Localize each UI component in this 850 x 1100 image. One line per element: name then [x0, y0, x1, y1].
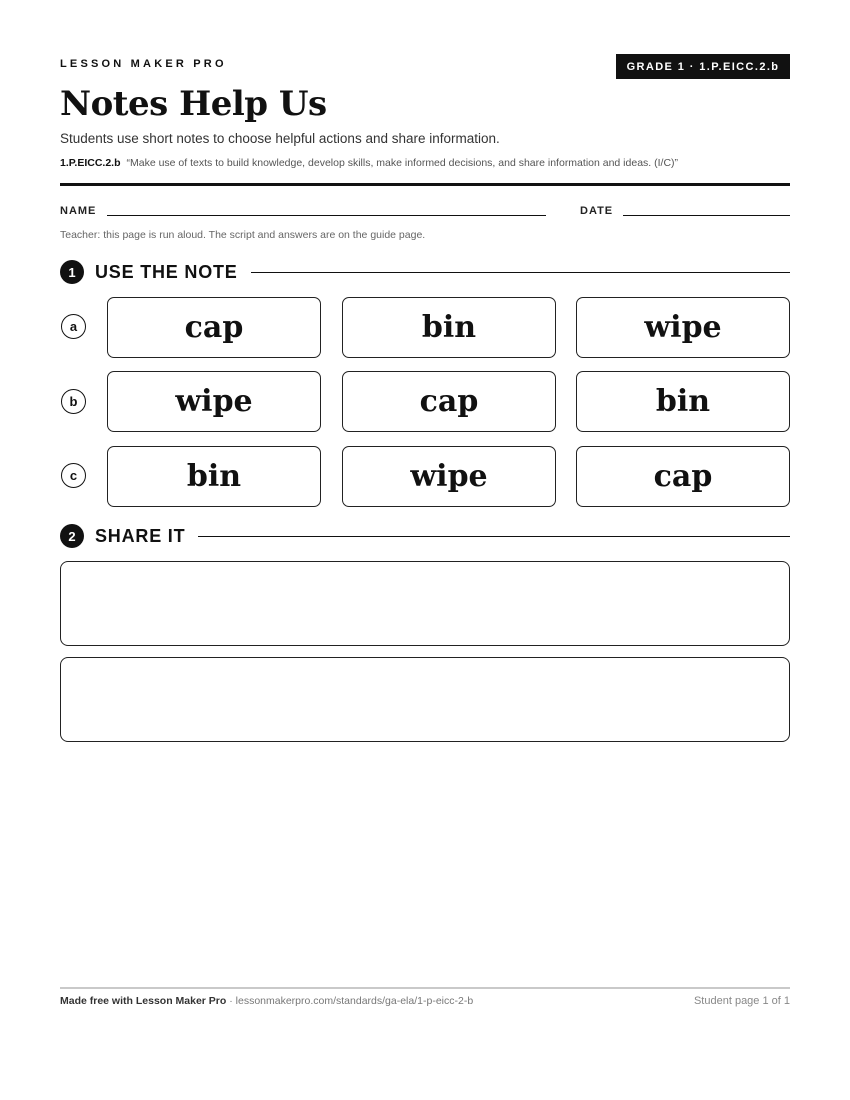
header-divider: [60, 183, 790, 186]
date-field[interactable]: [623, 215, 790, 216]
section-number-badge: 2: [60, 524, 84, 548]
page-title: Notes Help Us: [60, 84, 327, 124]
section-rule: [251, 272, 790, 273]
section-title: USE THE NOTE: [95, 261, 238, 282]
word-card[interactable]: wipe: [576, 297, 790, 358]
date-label: DATE: [580, 205, 614, 217]
share-answer-box-1[interactable]: [60, 561, 790, 646]
page-subtitle: Students use short notes to choose helpful actions and share information.: [60, 131, 500, 146]
section-share-it-header: [60, 524, 790, 548]
standard-line: [60, 157, 678, 169]
section-rule: [198, 536, 790, 537]
section-title: SHARE IT: [95, 525, 186, 546]
word-card[interactable]: bin: [107, 446, 321, 507]
footer-page-number: Student page 1 of 1: [693, 995, 790, 1007]
word-card[interactable]: bin: [576, 371, 790, 432]
name-label: NAME: [60, 205, 97, 217]
word-card[interactable]: bin: [342, 297, 556, 358]
row-letter-b: b: [61, 389, 86, 414]
teacher-note: Teacher: this page is run aloud. The script and answers are on the guide page.: [60, 229, 426, 241]
footer-url[interactable]: · lessonmakerpro.com/standards/ga-ela/1-p-eicc-2-b: [226, 995, 474, 1007]
footer-made-by: Made free with Lesson Maker Pro: [60, 995, 227, 1007]
row-letter-c: c: [61, 463, 86, 488]
word-card[interactable]: cap: [342, 371, 556, 432]
word-card[interactable]: cap: [107, 297, 321, 358]
share-answer-box-2[interactable]: [60, 657, 790, 742]
footer-credit: [60, 995, 473, 1007]
section-number-badge: 1: [60, 260, 84, 284]
section-use-the-note-header: [60, 260, 790, 284]
word-card[interactable]: wipe: [107, 371, 321, 432]
brand-name: LESSON MAKER PRO: [60, 58, 227, 70]
standard-code: 1.P.EICC.2.b: [60, 157, 121, 169]
standard-text: “Make use of texts to build knowledge, develop skills, make informed decisions, and share information and ideas. (I/C)”: [126, 157, 679, 169]
grade-badge: GRADE 1 · 1.P.EICC.2.b: [616, 54, 790, 79]
row-letter-a: a: [61, 314, 86, 339]
footer-divider: [60, 987, 790, 989]
word-card[interactable]: wipe: [342, 446, 556, 507]
word-card[interactable]: cap: [576, 446, 790, 507]
name-field[interactable]: [107, 215, 546, 216]
